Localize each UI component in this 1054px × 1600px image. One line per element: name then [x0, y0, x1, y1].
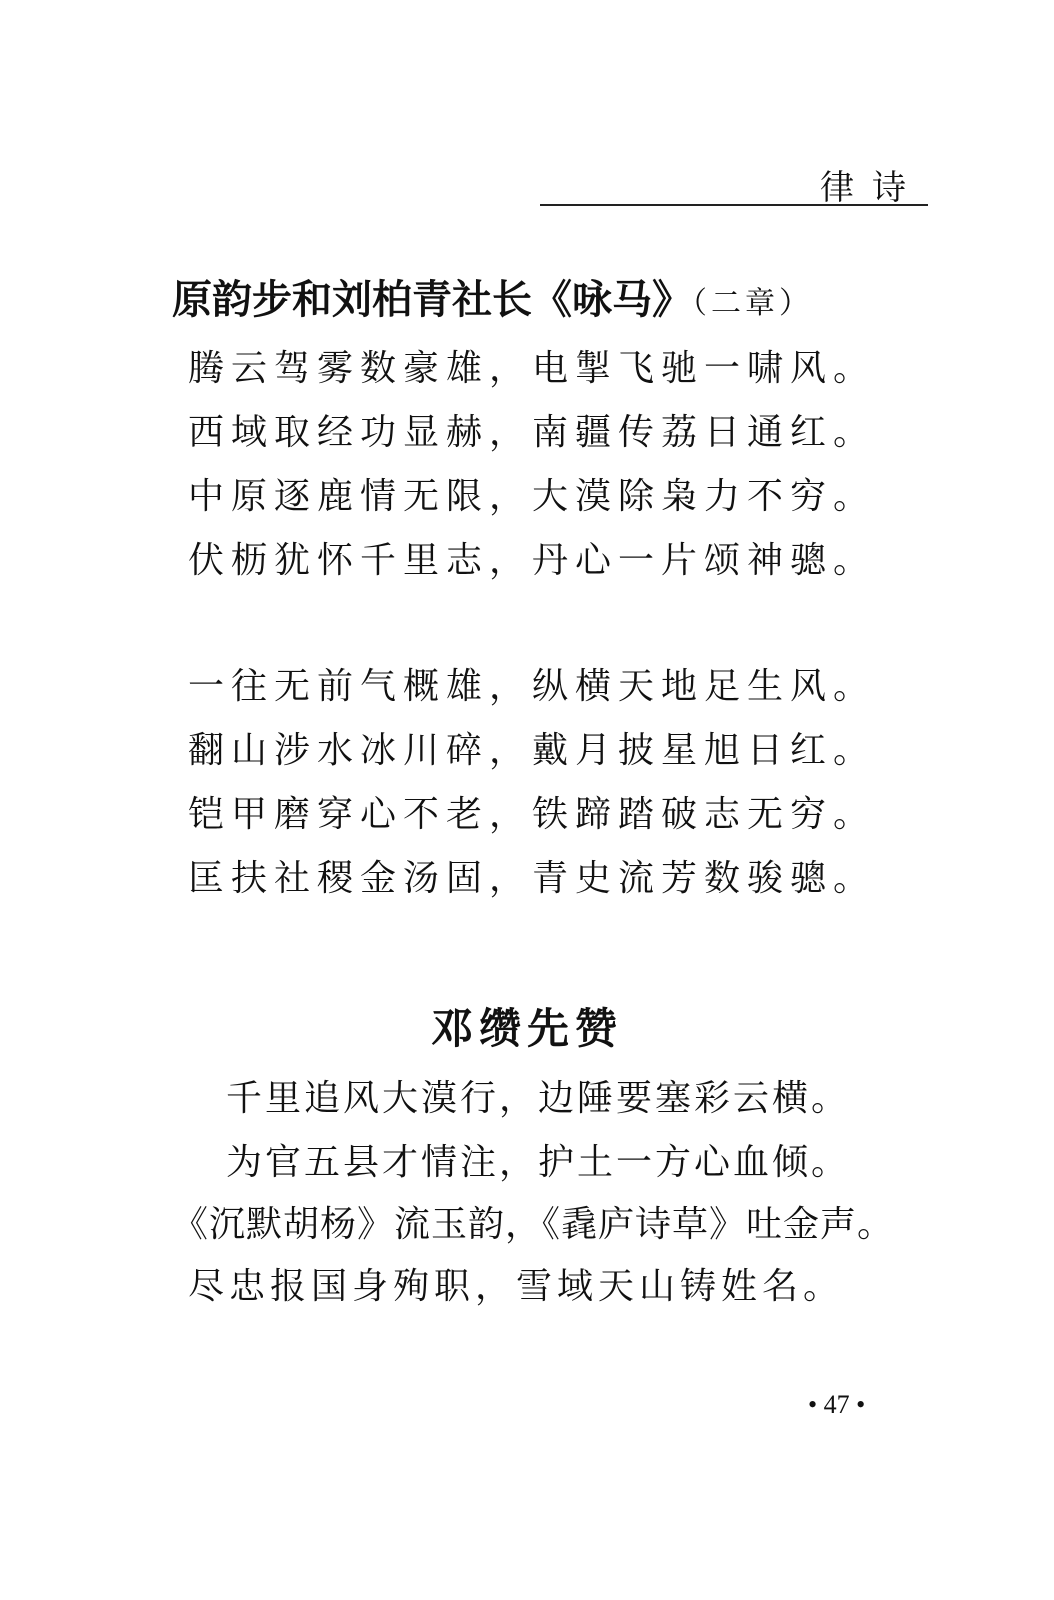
- header-rule: [540, 204, 928, 206]
- poem1-title-text: 原韵步和刘柏青社长《咏马》: [172, 277, 692, 323]
- poem1-title: [172, 268, 813, 325]
- poem2-line-3: 《沉默胡杨》流玉韵，《毳庐诗草》吐金声。: [172, 1204, 895, 1245]
- poem1-stanza2-line-2: 翻山涉水冰川碎，戴月披星旭日红。: [188, 730, 877, 771]
- poem1-stanza1-line-2: 西域取经功显赫，南疆传荔日通红。: [188, 412, 877, 453]
- poem2-line-4: 尽忠报国身殉职，雪域天山铸姓名。: [188, 1266, 845, 1307]
- poem2-line-2: 为官五县才情注，护土一方心血倾。: [226, 1142, 851, 1183]
- running-head: 律诗: [820, 168, 924, 208]
- poem1-stanza2-line-3: 铠甲磨穿心不老，铁蹄踏破志无穷。: [188, 794, 877, 835]
- poem1-stanza2-line-1: 一往无前气概雄，纵横天地足生风。: [188, 666, 877, 707]
- poem2-title: 邓缵先赞: [430, 1004, 623, 1053]
- poem1-stanza1-line-3: 中原逐鹿情无限，大漠除枭力不穷。: [188, 476, 877, 517]
- poem1-stanza1-line-1: 腾云驾雾数豪雄，电掣飞驰一啸风。: [188, 348, 877, 389]
- poem1-stanza2-line-4: 匡扶社稷金汤固，青史流芳数骏骢。: [188, 858, 877, 899]
- poem2-line-1: 千里追风大漠行，边陲要塞彩云横。: [226, 1078, 851, 1119]
- poem1-subtitle: （二章）: [692, 286, 813, 321]
- page-number: • 47 •: [808, 1390, 866, 1419]
- poem1-stanza1-line-4: 伏枥犹怀千里志，丹心一片颂神骢。: [188, 540, 877, 581]
